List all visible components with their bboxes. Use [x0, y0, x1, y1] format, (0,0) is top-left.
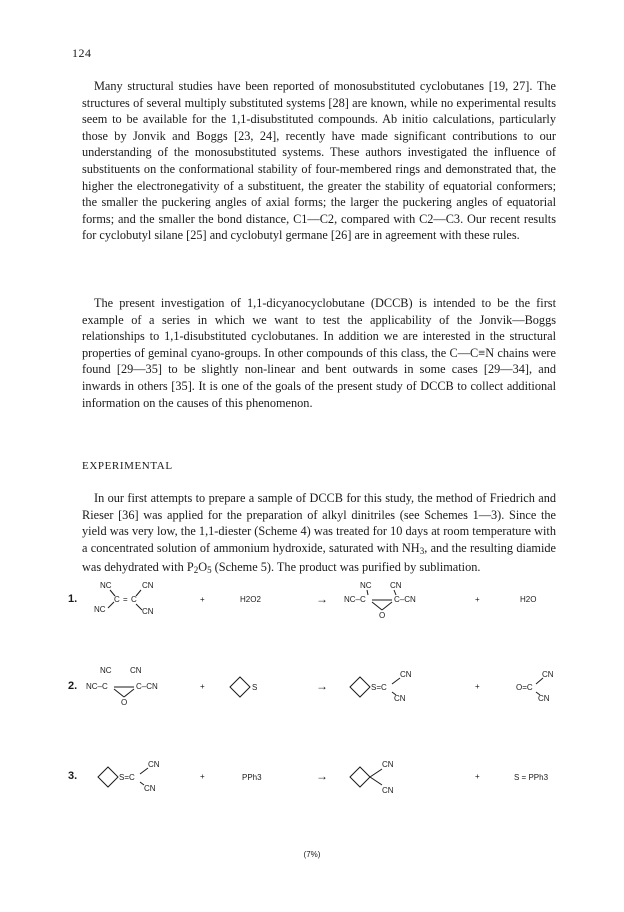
- svg-text:S=C: S=C: [119, 773, 135, 782]
- scheme-2-number: 2.: [68, 680, 78, 692]
- svg-text:+: +: [475, 595, 480, 604]
- svg-text:C: C: [131, 595, 137, 604]
- svg-text:=: =: [123, 595, 128, 604]
- scheme-1-number: 1.: [68, 593, 78, 605]
- svg-text:CN: CN: [390, 581, 402, 590]
- svg-text:CN: CN: [142, 581, 154, 590]
- svg-text:NC: NC: [100, 666, 112, 675]
- svg-text:H2O: H2O: [520, 595, 537, 604]
- yield-note: (7%): [303, 850, 321, 859]
- paragraph-1-text: Many structural studies have been reported of monosubstituted cyclobutanes [19, 27]. The structures of several multiply substituted systems [28] are known, while no experimental results seem to be available for the 1,1-disubstituted compounds. Ab initio calculations, particularly those by Jonvik and Boggs [23, 24], recently have made significant contributions to our understanding of the monosubstituted systems. These authors investigated the influence of substituents on the conformational stability of four-membered rings and demonstrated that, the higher the electronegativity of a substituent, the greater the stability of equatorial conformers; the smaller the puckering angles of axial forms; the larger the puckering angles of equatorial forms; and the smaller the bond distance, C1—C2, compared with C2—C3. Our recent results for cyclobutyl silane [25] and cyclobutyl germane [26] are in agreement with these rules.: [82, 79, 556, 243]
- svg-text:C–CN: C–CN: [136, 682, 158, 691]
- svg-text:CN: CN: [130, 666, 142, 675]
- scheme-3: [60, 755, 580, 835]
- svg-text:O=C: O=C: [516, 683, 533, 692]
- svg-text:+: +: [200, 595, 205, 604]
- svg-text:NC–C: NC–C: [344, 595, 366, 604]
- paragraph-2-text: The present investigation of 1,1-dicyanocyclobutane (DCCB) is intended to be the first example of a series in which we want to test the applicability of the Jonvik—Boggs relationships to 1,1-disubstituted cyclobutanes. In addition we are interested in the structural properties of geminal cyano-groups. In other compounds of this class, the C—C≡N chains were found [29—35] to be slightly non-linear and bent outwards in some cases [29—34], and inwards in others [35]. It is one of the goals of the present study of DCCB to collect additional information on the causes of this phenomenon.: [82, 296, 556, 410]
- svg-text:→: →: [316, 679, 328, 693]
- svg-text:S = PPh3: S = PPh3: [514, 773, 549, 782]
- svg-text:CN: CN: [394, 694, 406, 703]
- paragraph-experimental: [82, 490, 556, 579]
- svg-text:CN: CN: [142, 607, 154, 616]
- svg-text:S=C: S=C: [371, 683, 387, 692]
- svg-text:CN: CN: [538, 694, 550, 703]
- svg-text:CN: CN: [144, 784, 156, 793]
- svg-text:H2O2: H2O2: [240, 595, 261, 604]
- page-number: 124: [72, 46, 92, 60]
- svg-text:O: O: [121, 698, 128, 707]
- section-heading-experimental: EXPERIMENTAL: [82, 460, 173, 472]
- scheme-2: [60, 665, 580, 745]
- svg-text:C–CN: C–CN: [394, 595, 416, 604]
- svg-text:+: +: [200, 682, 205, 691]
- svg-text:+: +: [200, 772, 205, 781]
- paragraph-dccb: [82, 295, 556, 411]
- svg-text:CN: CN: [400, 670, 412, 679]
- svg-text:PPh3: PPh3: [242, 773, 262, 782]
- svg-text:CN: CN: [382, 760, 394, 769]
- svg-text:NC: NC: [94, 605, 106, 614]
- svg-text:O: O: [379, 611, 386, 620]
- svg-text:S: S: [252, 683, 258, 692]
- svg-text:NC: NC: [100, 581, 112, 590]
- scheme-1: [60, 580, 580, 660]
- svg-text:→: →: [316, 592, 328, 606]
- svg-text:NC–C: NC–C: [86, 682, 108, 691]
- svg-text:C: C: [114, 595, 120, 604]
- svg-text:CN: CN: [382, 786, 394, 795]
- svg-text:+: +: [475, 772, 480, 781]
- paragraph-intro: [82, 78, 556, 244]
- svg-text:+: +: [475, 682, 480, 691]
- svg-text:→: →: [316, 769, 328, 783]
- svg-text:NC: NC: [360, 581, 372, 590]
- svg-text:CN: CN: [542, 670, 554, 679]
- scheme-3-number: 3.: [68, 770, 78, 782]
- paragraph-3-text: In our first attempts to prepare a sample of DCCB for this study, the method of Friedrich and Rieser [36] was applied for the preparation of alkyl dinitriles (see Schemes 1—3). Since the yield was very low, the 1,1-diester (Scheme 4) was treated for 10 days at room temperature with a concentrated solution of ammonium hydroxide, saturated with $NH_3$, and the resulting diamide was dehydrated with $P_2O_5$ (Scheme 5). The product was purified by sublimation.: [82, 491, 556, 576]
- svg-text:CN: CN: [148, 760, 160, 769]
